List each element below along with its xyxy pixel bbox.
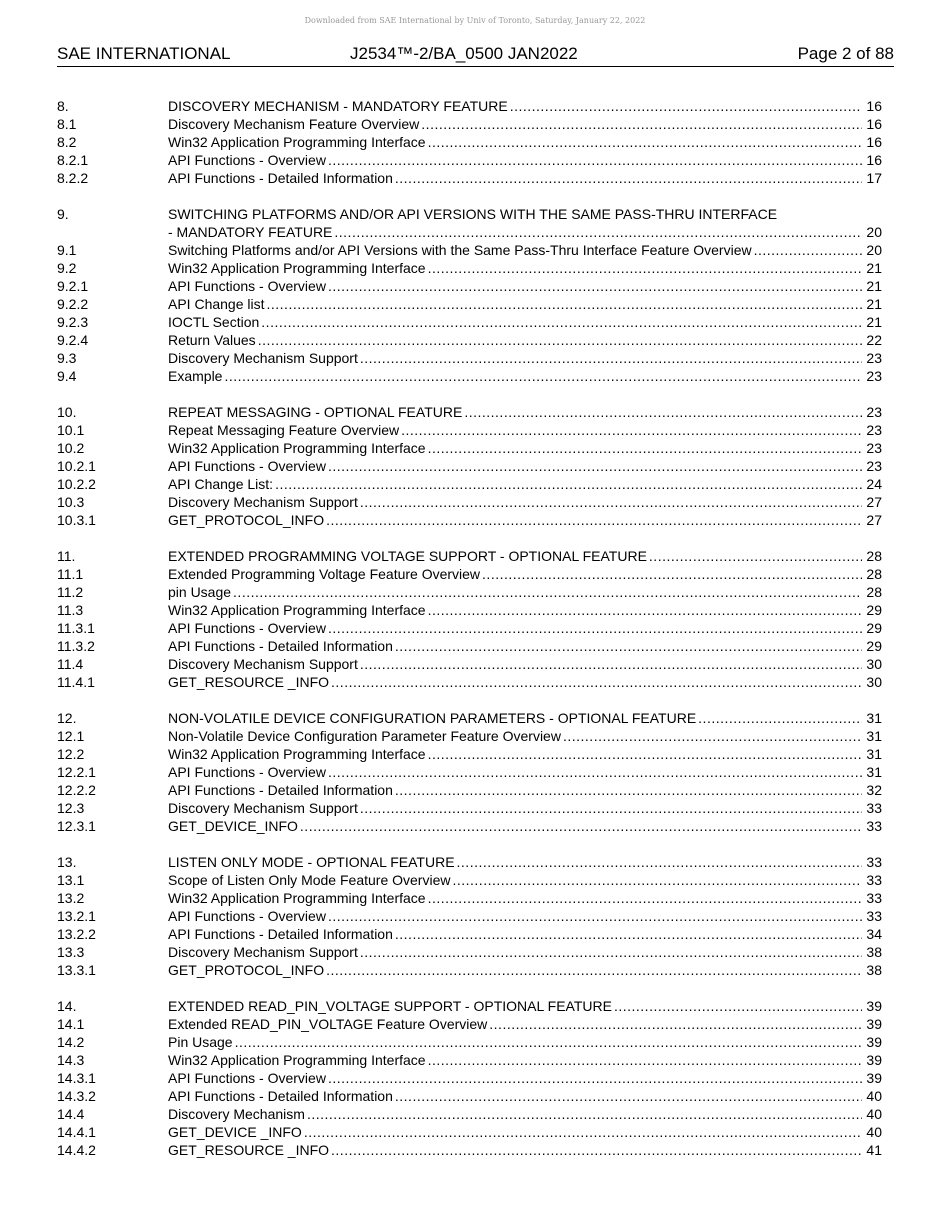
toc-entry-number: 12.2.2 bbox=[57, 782, 96, 798]
toc-entry-number: 11.4.1 bbox=[57, 674, 95, 690]
toc-entry-title: Discovery Mechanism Support bbox=[168, 494, 358, 510]
toc-entry-title: API Functions - Detailed Information bbox=[168, 170, 393, 186]
toc-entry-number: 13.2.1 bbox=[57, 908, 96, 924]
toc-entry-number: 13. bbox=[57, 854, 77, 870]
toc-entry-number: 14.4 bbox=[57, 1106, 85, 1122]
toc-dot-leader bbox=[360, 799, 862, 817]
toc-entry-number: 10.3.1 bbox=[57, 512, 96, 528]
toc-entry[interactable] bbox=[57, 331, 882, 349]
toc-dot-leader bbox=[258, 331, 862, 349]
toc-entry-title: Win32 Application Programming Interface bbox=[168, 440, 426, 456]
toc-entry[interactable] bbox=[57, 475, 882, 493]
toc-entry[interactable] bbox=[57, 943, 882, 961]
toc-section bbox=[57, 547, 882, 691]
toc-dot-leader bbox=[464, 403, 862, 421]
toc-entry-page: 33 bbox=[866, 890, 882, 906]
toc-entry-page: 29 bbox=[866, 602, 882, 618]
toc-section bbox=[57, 205, 882, 385]
toc-entry-title: Switching Platforms and/or API Versions with the Same Pass-Thru Interface Feature Overview bbox=[168, 242, 752, 258]
toc-entry-title: Win32 Application Programming Interface bbox=[168, 602, 426, 618]
toc-entry[interactable] bbox=[57, 619, 882, 637]
toc-dot-leader bbox=[331, 673, 862, 691]
toc-entry-number: 11.3.1 bbox=[57, 620, 95, 636]
toc-entry-page: 28 bbox=[866, 584, 882, 600]
toc-entry-page: 16 bbox=[866, 116, 882, 132]
toc-entry-page: 23 bbox=[866, 440, 882, 456]
toc-entry-title: Discovery Mechanism Support bbox=[168, 800, 358, 816]
toc-entry-number: 9.2.4 bbox=[57, 332, 89, 348]
toc-entry-number: 11.2 bbox=[57, 584, 84, 600]
toc-entry-title: API Functions - Overview bbox=[168, 764, 326, 780]
toc-entry-number: 11.1 bbox=[57, 566, 84, 582]
toc-dot-leader bbox=[328, 457, 862, 475]
toc-entry[interactable] bbox=[57, 763, 882, 781]
toc-entry-page: 33 bbox=[866, 818, 882, 834]
toc-dot-leader bbox=[428, 133, 862, 151]
table-of-contents bbox=[57, 97, 882, 1177]
toc-entry[interactable] bbox=[57, 583, 882, 601]
toc-entry-title: GET_DEVICE _INFO bbox=[168, 1124, 302, 1140]
toc-dot-leader bbox=[428, 745, 862, 763]
toc-entry-number: 10.2.2 bbox=[57, 476, 96, 492]
toc-entry-number: 14.3.1 bbox=[57, 1070, 96, 1086]
toc-entry-page: 29 bbox=[866, 638, 882, 654]
toc-entry-number: 9.2 bbox=[57, 260, 77, 276]
toc-entry[interactable] bbox=[57, 295, 882, 313]
toc-entry[interactable] bbox=[57, 1015, 882, 1033]
toc-entry-number: 10.1 bbox=[57, 422, 85, 438]
toc-entry-page: 27 bbox=[866, 494, 882, 510]
toc-entry-page: 34 bbox=[866, 926, 882, 942]
toc-dot-leader bbox=[328, 1069, 862, 1087]
toc-entry-number: 8.1 bbox=[57, 116, 77, 132]
toc-dot-leader bbox=[452, 871, 862, 889]
toc-dot-leader bbox=[334, 223, 862, 241]
toc-dot-leader bbox=[328, 151, 862, 169]
toc-dot-leader bbox=[401, 421, 862, 439]
toc-section bbox=[57, 97, 882, 187]
toc-entry[interactable] bbox=[57, 349, 882, 367]
toc-dot-leader bbox=[698, 709, 862, 727]
toc-entry-title: GET_RESOURCE _INFO bbox=[168, 1142, 330, 1158]
toc-entry[interactable] bbox=[57, 259, 882, 277]
toc-entry-page: 39 bbox=[866, 1016, 882, 1032]
toc-entry[interactable] bbox=[57, 889, 882, 907]
toc-entry-number: 9. bbox=[57, 206, 69, 222]
toc-dot-leader bbox=[235, 1033, 862, 1051]
toc-entry[interactable] bbox=[57, 745, 882, 763]
toc-entry-title: Win32 Application Programming Interface bbox=[168, 1052, 426, 1068]
toc-entry-number: 12.2.1 bbox=[57, 764, 96, 780]
toc-entry[interactable] bbox=[57, 673, 882, 691]
toc-dot-leader bbox=[233, 583, 862, 601]
toc-entry-title: EXTENDED READ_PIN_VOLTAGE SUPPORT - OPTIONAL FEATURE bbox=[168, 998, 612, 1014]
toc-entry-page: 31 bbox=[866, 746, 882, 762]
toc-entry-title: API Functions - Detailed Information bbox=[168, 782, 393, 798]
toc-entry-title: Discovery Mechanism Support bbox=[168, 350, 358, 366]
toc-entry-page: 23 bbox=[866, 350, 882, 366]
toc-dot-leader bbox=[261, 313, 862, 331]
toc-dot-leader bbox=[328, 277, 862, 295]
toc-entry-title: API Functions - Overview bbox=[168, 908, 326, 924]
toc-entry[interactable] bbox=[57, 223, 882, 241]
toc-entry-title: pin Usage bbox=[168, 584, 232, 600]
toc-entry[interactable] bbox=[57, 457, 882, 475]
toc-entry-title: Discovery Mechanism Support bbox=[168, 656, 358, 672]
toc-entry[interactable] bbox=[57, 925, 882, 943]
toc-entry-page: 23 bbox=[866, 422, 882, 438]
toc-entry[interactable] bbox=[57, 727, 882, 745]
toc-entry[interactable] bbox=[57, 1033, 882, 1051]
toc-entry-title: API Change list bbox=[168, 296, 265, 312]
toc-dot-leader bbox=[224, 367, 862, 385]
toc-entry-title: API Functions - Overview bbox=[168, 278, 326, 294]
toc-entry[interactable] bbox=[57, 601, 882, 619]
toc-entry[interactable] bbox=[57, 133, 882, 151]
toc-dot-leader bbox=[267, 295, 863, 313]
toc-entry-title: Win32 Application Programming Interface bbox=[168, 890, 426, 906]
toc-entry-title: GET_DEVICE_INFO bbox=[168, 818, 298, 834]
toc-entry-number: 8. bbox=[57, 98, 69, 114]
toc-entry[interactable] bbox=[57, 961, 882, 979]
toc-entry[interactable] bbox=[57, 151, 882, 169]
toc-entry-number: 14.3.2 bbox=[57, 1088, 96, 1104]
toc-entry[interactable] bbox=[57, 511, 882, 529]
toc-entry[interactable] bbox=[57, 817, 882, 835]
toc-entry-page: 20 bbox=[866, 242, 882, 258]
toc-dot-leader bbox=[649, 547, 862, 565]
toc-dot-leader bbox=[421, 115, 862, 133]
toc-entry-title: SWITCHING PLATFORMS AND/OR API VERSIONS WITH THE SAME PASS-THRU INTERFACE bbox=[168, 206, 778, 222]
toc-entry[interactable] bbox=[57, 421, 882, 439]
toc-entry-page: 40 bbox=[866, 1124, 882, 1140]
toc-entry-title: Discovery Mechanism Feature Overview bbox=[168, 116, 420, 132]
toc-entry[interactable] bbox=[57, 781, 882, 799]
toc-entry[interactable] bbox=[57, 871, 882, 889]
toc-dot-leader bbox=[395, 637, 862, 655]
toc-entry-page: 16 bbox=[866, 152, 882, 168]
toc-entry[interactable] bbox=[57, 313, 882, 331]
toc-entry[interactable] bbox=[57, 1123, 882, 1141]
toc-entry-page: 30 bbox=[866, 674, 882, 690]
toc-entry-number: 12.3.1 bbox=[57, 818, 96, 834]
toc-entry-number: 13.1 bbox=[57, 872, 85, 888]
toc-entry-title: API Functions - Overview bbox=[168, 458, 326, 474]
toc-entry-page: 39 bbox=[866, 998, 882, 1014]
toc-entry-title: API Functions - Detailed Information bbox=[168, 1088, 393, 1104]
toc-entry-title: - MANDATORY FEATURE bbox=[168, 224, 333, 240]
toc-entry-page: 40 bbox=[866, 1106, 882, 1122]
toc-entry-number: 14.4.2 bbox=[57, 1142, 96, 1158]
toc-entry[interactable] bbox=[57, 1105, 882, 1123]
toc-dot-leader bbox=[428, 259, 862, 277]
toc-dot-leader bbox=[395, 1087, 862, 1105]
toc-entry[interactable] bbox=[57, 853, 882, 871]
toc-dot-leader bbox=[360, 493, 862, 511]
toc-entry-page: 31 bbox=[866, 710, 882, 726]
toc-entry-page: 20 bbox=[866, 224, 882, 240]
toc-entry-page: 22 bbox=[866, 332, 882, 348]
toc-entry[interactable] bbox=[57, 1087, 882, 1105]
toc-entry-number: 9.3 bbox=[57, 350, 77, 366]
toc-entry-title: GET_RESOURCE _INFO bbox=[168, 674, 330, 690]
toc-entry-number: 8.2.1 bbox=[57, 152, 89, 168]
toc-entry-page: 21 bbox=[866, 260, 882, 276]
toc-entry-title: Discovery Mechanism bbox=[168, 1106, 305, 1122]
toc-entry[interactable] bbox=[57, 1069, 882, 1087]
toc-dot-leader bbox=[510, 97, 862, 115]
toc-entry-page: 33 bbox=[866, 854, 882, 870]
toc-entry-number: 12. bbox=[57, 710, 77, 726]
toc-entry-number: 14.1 bbox=[57, 1016, 85, 1032]
toc-entry-page: 21 bbox=[866, 278, 882, 294]
toc-entry-title: NON-VOLATILE DEVICE CONFIGURATION PARAMETERS - OPTIONAL FEATURE bbox=[168, 710, 697, 726]
toc-entry-title: API Change List: bbox=[168, 476, 274, 492]
toc-dot-leader bbox=[457, 853, 862, 871]
toc-entry-title: GET_PROTOCOL_INFO bbox=[168, 962, 325, 978]
toc-entry-number: 14.4.1 bbox=[57, 1124, 96, 1140]
toc-entry-number: 9.2.1 bbox=[57, 278, 89, 294]
toc-section bbox=[57, 997, 882, 1159]
toc-entry-title: Extended Programming Voltage Feature Overview bbox=[168, 566, 481, 582]
toc-section bbox=[57, 709, 882, 835]
toc-entry-title: Example bbox=[168, 368, 223, 384]
toc-dot-leader bbox=[428, 889, 862, 907]
toc-entry[interactable] bbox=[57, 655, 882, 673]
toc-entry-page: 28 bbox=[866, 566, 882, 582]
toc-entry-title: Win32 Application Programming Interface bbox=[168, 260, 426, 276]
toc-entry-title: EXTENDED PROGRAMMING VOLTAGE SUPPORT - OPTIONAL FEATURE bbox=[168, 548, 647, 564]
toc-entry-page: 39 bbox=[866, 1070, 882, 1086]
toc-entry-page: 28 bbox=[866, 548, 882, 564]
toc-dot-leader bbox=[300, 817, 862, 835]
toc-entry[interactable] bbox=[57, 547, 882, 565]
toc-entry-page: 41 bbox=[866, 1142, 882, 1158]
toc-entry[interactable] bbox=[57, 169, 882, 187]
toc-dot-leader bbox=[304, 1123, 862, 1141]
toc-entry-page: 33 bbox=[866, 800, 882, 816]
toc-entry-page: 16 bbox=[866, 98, 882, 114]
toc-entry-number: 9.2.2 bbox=[57, 296, 89, 312]
toc-entry-number: 12.1 bbox=[57, 728, 85, 744]
toc-entry-title: Pin Usage bbox=[168, 1034, 233, 1050]
toc-dot-leader bbox=[328, 619, 862, 637]
toc-entry-title: Scope of Listen Only Mode Feature Overview bbox=[168, 872, 451, 888]
toc-dot-leader bbox=[328, 763, 862, 781]
toc-entry[interactable] bbox=[57, 1141, 882, 1159]
toc-entry-number: 13.3.1 bbox=[57, 962, 96, 978]
toc-entry-number: 10.3 bbox=[57, 494, 85, 510]
toc-dot-leader bbox=[328, 907, 862, 925]
toc-entry-page: 33 bbox=[866, 872, 882, 888]
toc-entry-page: 39 bbox=[866, 1034, 882, 1050]
toc-dot-leader bbox=[326, 511, 862, 529]
toc-entry-page: 40 bbox=[866, 1088, 882, 1104]
toc-entry-number: 10.2.1 bbox=[57, 458, 96, 474]
toc-entry[interactable] bbox=[57, 367, 882, 385]
toc-dot-leader bbox=[395, 781, 862, 799]
toc-dot-leader bbox=[360, 349, 862, 367]
toc-entry-title: API Functions - Overview bbox=[168, 1070, 326, 1086]
toc-entry-page: 23 bbox=[866, 458, 882, 474]
toc-dot-leader bbox=[428, 439, 862, 457]
toc-entry-title: Non-Volatile Device Configuration Parameter Feature Overview bbox=[168, 728, 561, 744]
toc-dot-leader bbox=[614, 997, 862, 1015]
toc-dot-leader bbox=[307, 1105, 862, 1123]
toc-entry-title: API Functions - Overview bbox=[168, 152, 326, 168]
toc-entry-page: 30 bbox=[866, 656, 882, 672]
toc-entry-number: 14.2 bbox=[57, 1034, 85, 1050]
toc-entry-page: 32 bbox=[866, 782, 882, 798]
toc-entry-page: 23 bbox=[866, 368, 882, 384]
header-page-number: Page 2 of 88 bbox=[797, 44, 894, 63]
toc-entry[interactable] bbox=[57, 115, 882, 133]
toc-entry[interactable] bbox=[57, 403, 882, 421]
toc-entry[interactable] bbox=[57, 277, 882, 295]
toc-entry[interactable] bbox=[57, 799, 882, 817]
toc-entry-number: 11.3 bbox=[57, 602, 84, 618]
toc-dot-leader bbox=[326, 961, 862, 979]
toc-entry-number: 9.4 bbox=[57, 368, 77, 384]
toc-entry-title: IOCTL Section bbox=[168, 314, 260, 330]
toc-entry[interactable] bbox=[57, 439, 882, 457]
toc-entry-number: 14.3 bbox=[57, 1052, 85, 1068]
toc-entry-title: Win32 Application Programming Interface bbox=[168, 134, 426, 150]
toc-entry-number: 8.2.2 bbox=[57, 170, 89, 186]
toc-entry[interactable] bbox=[57, 97, 882, 115]
toc-entry-number: 14. bbox=[57, 998, 77, 1014]
toc-entry[interactable] bbox=[57, 1051, 882, 1069]
header-organization: SAE INTERNATIONAL bbox=[57, 44, 231, 63]
toc-entry-page: 21 bbox=[866, 314, 882, 330]
toc-entry-number: 11.3.2 bbox=[57, 638, 95, 654]
toc-entry-number: 8.2 bbox=[57, 134, 77, 150]
toc-entry-page: 31 bbox=[866, 764, 882, 780]
toc-entry-title: GET_PROTOCOL_INFO bbox=[168, 512, 325, 528]
toc-dot-leader bbox=[395, 925, 862, 943]
toc-entry-page: 17 bbox=[866, 170, 882, 186]
toc-entry-page: 38 bbox=[866, 962, 882, 978]
toc-entry-title: API Functions - Detailed Information bbox=[168, 926, 393, 942]
toc-entry-number: 13.3 bbox=[57, 944, 85, 960]
toc-dot-leader bbox=[275, 475, 862, 493]
toc-section bbox=[57, 853, 882, 979]
toc-entry[interactable] bbox=[57, 997, 882, 1015]
toc-entry[interactable] bbox=[57, 493, 882, 511]
toc-entry-page: 38 bbox=[866, 944, 882, 960]
toc-entry-page: 23 bbox=[866, 404, 882, 420]
toc-entry-page: 24 bbox=[866, 476, 882, 492]
toc-entry-number: 10.2 bbox=[57, 440, 85, 456]
toc-entry-number: 9.1 bbox=[57, 242, 77, 258]
toc-entry-number: 13.2 bbox=[57, 890, 85, 906]
toc-entry-page: 31 bbox=[866, 728, 882, 744]
toc-dot-leader bbox=[395, 169, 862, 187]
toc-entry[interactable] bbox=[57, 241, 882, 259]
toc-entry-number: 11.4 bbox=[57, 656, 84, 672]
toc-entry-title: Extended READ_PIN_VOLTAGE Feature Overview bbox=[168, 1016, 488, 1032]
toc-dot-leader bbox=[482, 565, 862, 583]
toc-dot-leader bbox=[331, 1141, 862, 1159]
toc-entry-number: 11. bbox=[57, 548, 76, 564]
toc-entry[interactable] bbox=[57, 205, 882, 223]
toc-entry-page: 39 bbox=[866, 1052, 882, 1068]
toc-entry-number: 9.2.3 bbox=[57, 314, 89, 330]
toc-entry-title: API Functions - Detailed Information bbox=[168, 638, 393, 654]
toc-entry-number: 13.2.2 bbox=[57, 926, 96, 942]
toc-entry[interactable] bbox=[57, 709, 882, 727]
toc-entry-title: REPEAT MESSAGING - OPTIONAL FEATURE bbox=[168, 404, 463, 420]
toc-section bbox=[57, 403, 882, 529]
toc-entry-number: 10. bbox=[57, 404, 77, 420]
toc-entry-page: 27 bbox=[866, 512, 882, 528]
toc-dot-leader bbox=[489, 1015, 862, 1033]
toc-dot-leader bbox=[360, 943, 862, 961]
toc-entry-title: Return Values bbox=[168, 332, 256, 348]
toc-dot-leader bbox=[754, 241, 862, 259]
header-document-id: J2534™-2/BA_0500 JAN2022 bbox=[350, 44, 578, 63]
toc-dot-leader bbox=[563, 727, 862, 745]
toc-entry-number: 12.2 bbox=[57, 746, 85, 762]
toc-entry-number: 12.3 bbox=[57, 800, 85, 816]
toc-entry-title: LISTEN ONLY MODE - OPTIONAL FEATURE bbox=[168, 854, 455, 870]
download-watermark: Downloaded from SAE International by Univ of Toronto, Saturday, January 22, 2022 bbox=[304, 16, 646, 25]
toc-entry-title: DISCOVERY MECHANISM - MANDATORY FEATURE bbox=[168, 98, 508, 114]
toc-dot-leader bbox=[360, 655, 862, 673]
toc-entry-page: 33 bbox=[866, 908, 882, 924]
toc-entry-title: Win32 Application Programming Interface bbox=[168, 746, 426, 762]
toc-dot-leader bbox=[428, 1051, 862, 1069]
toc-entry[interactable] bbox=[57, 637, 882, 655]
toc-entry-title: Repeat Messaging Feature Overview bbox=[168, 422, 400, 438]
toc-entry[interactable] bbox=[57, 907, 882, 925]
toc-entry-page: 29 bbox=[866, 620, 882, 636]
toc-entry-title: Discovery Mechanism Support bbox=[168, 944, 358, 960]
page-header bbox=[57, 44, 894, 67]
toc-dot-leader bbox=[428, 601, 862, 619]
toc-entry-page: 21 bbox=[866, 296, 882, 312]
toc-entry-title: API Functions - Overview bbox=[168, 620, 326, 636]
toc-entry[interactable] bbox=[57, 565, 882, 583]
toc-entry-page: 16 bbox=[866, 134, 882, 150]
